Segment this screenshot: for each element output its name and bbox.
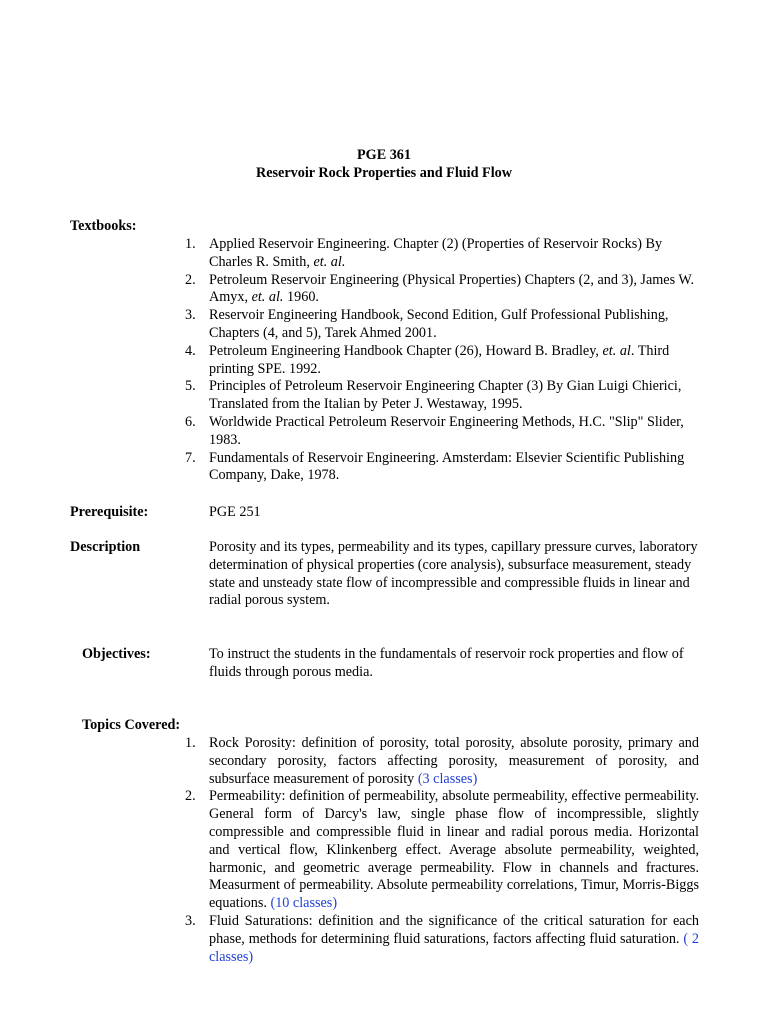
item-number: 6. (185, 413, 196, 430)
item-text: Fundamentals of Reservoir Engineering. Amsterdam: Elsevier Scientific Publishing Company, Dake, 1978. (209, 449, 685, 484)
item-text: Petroleum Reservoir Engineering (Physical Properties) Chapters (2, and 3), James W. Amyx, (209, 271, 695, 306)
item-number: 2. (185, 788, 196, 805)
textbooks-list (185, 236, 699, 485)
item-text: Reservoir Engineering Handbook, Second Edition, Gulf Professional Publishing, Chapters (4, and 5), Tarek Ahmed 2001. (209, 307, 669, 341)
item-number: 1. (185, 735, 196, 751)
item-text: Petroleum Engineering Handbook Chapter (26), Howard B. Bradley, (209, 342, 603, 359)
item-italic: et. al (602, 342, 631, 359)
item-number: 1. (185, 236, 196, 252)
item-number: 2. (185, 271, 196, 288)
item-text: Rock Porosity: definition of porosity, total porosity, absolute porosity, primary and secondary porosity, factors affecting porosity, measurement of porosity, and subsurface measurement of porosity (209, 735, 699, 787)
description-label: Description (70, 539, 141, 555)
item-number: 3. (185, 912, 196, 929)
item-text: Applied Reservoir Engineering. Chapter (2) (Properties of Reservoir Rocks) By Charles R. Smith, (209, 236, 663, 270)
class-count: ( 2 classes) (209, 930, 699, 965)
list-item (185, 449, 699, 486)
item-number: 5. (185, 378, 196, 395)
list-item (185, 307, 699, 343)
item-text: Permeability: definition of permeability, absolute permeability, effective permeability. General form of Darcy's law, single phase flow of incompressible, slightly compressible and compressible fluid in linear and radial porous media. Horizontal and vertical flow, Klinkenberg effect. Average absolute permeability, weighted, harmonic, and geometric average permeability. Flow in channels and fractures. Measurment of permeability. Absolute permeability correlations, Timur, Morris-Biggs equations. (209, 788, 699, 912)
list-item (185, 788, 699, 913)
course-code: PGE 361 (357, 147, 411, 163)
description-text: Porosity and its types, permeability and its types, capillary pressure curves, laboratory determination of physical properties (core analysis), subsurface measurement, steady state and unsteady state flow of incompressible and compressible fluids in linear and radial porous system. (209, 539, 698, 609)
list-item (185, 342, 699, 379)
list-item (185, 912, 699, 966)
list-item (185, 378, 699, 414)
item-text: Worldwide Practical Petroleum Reservoir Engineering Methods, H.C. "Slip" Slider, 1983. (209, 413, 684, 448)
prerequisite-label: Prerequisite: (70, 504, 149, 520)
item-text: Principles of Petroleum Reservoir Engineering Chapter (3) By Gian Luigi Chierici, Translated from the Italian by Peter J. Westaway, 1995. (209, 378, 682, 413)
item-italic: et. al. (313, 253, 346, 270)
objectives-label: Objectives: (82, 646, 151, 662)
list-item (185, 236, 699, 272)
textbooks-label: Textbooks: (70, 218, 137, 234)
list-item (185, 413, 699, 450)
class-count: (10 classes) (270, 895, 338, 912)
class-count: (3 classes) (417, 770, 478, 787)
course-title: Reservoir Rock Properties and Fluid Flow (255, 165, 512, 181)
list-item (185, 271, 699, 308)
topics-label: Topics Covered: (82, 717, 181, 733)
item-number: 3. (185, 307, 196, 324)
prerequisite-value: PGE 251 (209, 504, 261, 520)
item-number: 7. (185, 449, 196, 466)
objectives-text: To instruct the students in the fundamentals of reservoir rock properties and flow of fluids through porous media. (209, 646, 684, 680)
topics-list (185, 735, 699, 966)
item-italic: et. al. (251, 289, 284, 306)
item-text: Fluid Saturations: definition and the significance of the critical saturation for each phase, methods for determining fluid saturations, factors affecting fluid saturation. (209, 912, 699, 947)
item-text-after: 1960. (283, 289, 319, 306)
item-text-after: . Third printing SPE. 1992. (209, 342, 670, 377)
item-number: 4. (185, 342, 196, 359)
list-item (185, 735, 699, 788)
